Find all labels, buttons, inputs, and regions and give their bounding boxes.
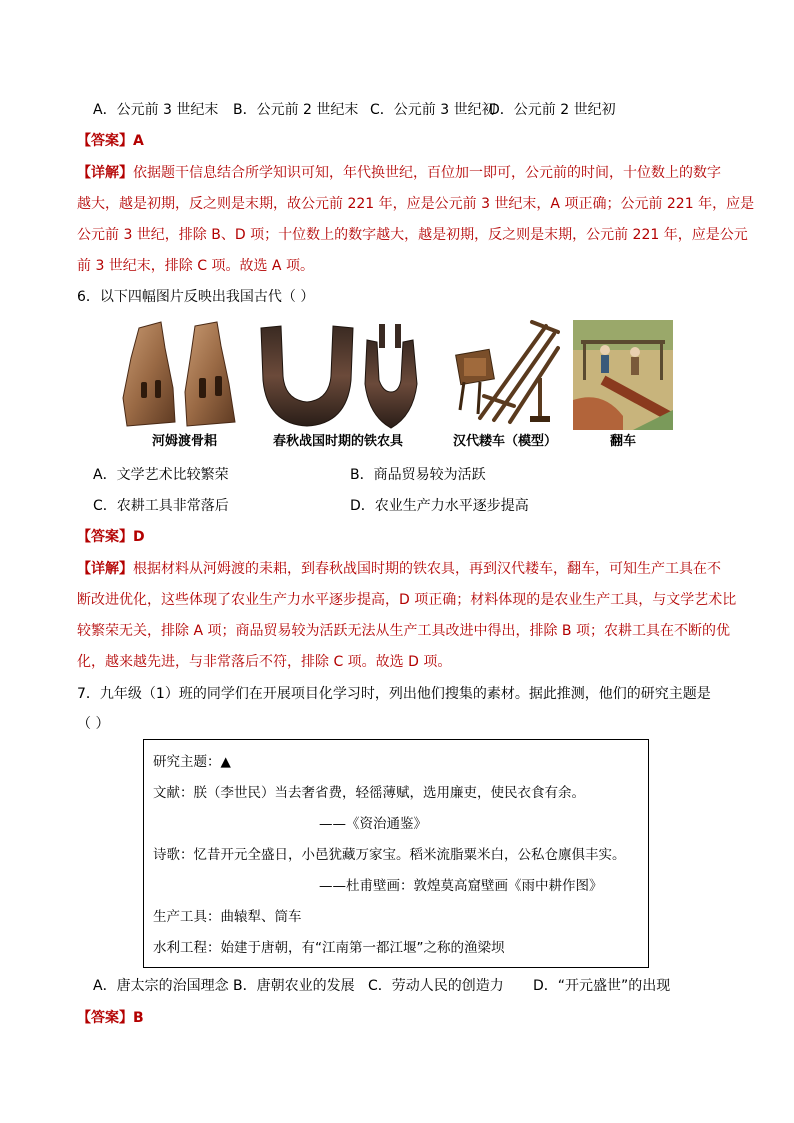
q6-detail-line-3: 较繁荣无关，排除 A 项；商品贸易较为活跃无法从生产工具改进中得出，排除 B 项；农耕工具在不断的优 (77, 623, 730, 639)
q5-detail-line-2: 越大，越是初期，反之则是末期，故公元前 221 年，应是公元前 3 世纪末，A 项正确；公元前 221 年，应是 (77, 196, 755, 212)
answer-value: B (133, 1010, 144, 1026)
caption-bone-spade: 河姆渡骨耜 (152, 434, 218, 449)
answer-value: D (133, 529, 145, 545)
q7-stem-line-2: （ ） (77, 716, 110, 732)
answer-tag: 【答案】 (77, 529, 133, 545)
q7-option-d: D．“开元盛世”的出现 (533, 978, 671, 994)
q6-option-c: C．农耕工具非常落后 (93, 498, 229, 514)
box-document-source: ——《资治通鉴》 (319, 816, 427, 832)
caption-seed-drill: 汉代耧车（模型） (453, 434, 558, 449)
q5-detail-line-3: 公元前 3 世纪，排除 B、D 项；十位数上的数字越大，越是初期，反之则是末期，公元前 221 年，应是公元 (77, 227, 748, 243)
water-wheel-painting-image (573, 320, 673, 430)
detail-tag: 【详解】 (77, 165, 133, 181)
detail-text: 依据题干信息结合所学知识可知，年代换世纪，百位加一即可，公元前的时间，十位数上的数字 (133, 165, 721, 181)
answer-value: A (133, 133, 144, 149)
q5-answer (77, 131, 144, 151)
answer-tag: 【答案】 (77, 1010, 133, 1026)
q5-option-d: D．公元前 2 世纪初 (489, 102, 616, 118)
answer-tag: 【答案】 (77, 133, 133, 149)
box-poem: 诗歌：忆昔开元全盛日，小邑犹藏万家宝。稻米流脂粟米白，公私仓廪俱丰实。 (153, 847, 626, 863)
seed-drill-model-image (450, 318, 560, 428)
box-topic: 研究主题：▲ (153, 754, 231, 770)
caption-iron-tools: 春秋战国时期的铁农具 (273, 434, 404, 449)
box-poem-source: ——杜甫壁画：敦煌莫高窟壁画《雨中耕作图》 (319, 878, 603, 894)
q5-option-c: C．公元前 3 世纪初 (370, 102, 496, 118)
q5-detail-line-1 (77, 163, 721, 183)
q5-option-a: A．公元前 3 世纪末 (93, 102, 219, 118)
q6-stem: 6．以下四幅图片反映出我国古代（ ） (77, 289, 315, 305)
box-document: 文献：朕（李世民）当去奢省费，轻徭薄赋，选用廉吏，使民衣食有余。 (153, 785, 585, 801)
box-tools: 生产工具：曲辕犁、筒车 (153, 909, 302, 925)
q6-option-d: D．农业生产力水平逐步提高 (350, 498, 529, 514)
q6-detail-line-2: 断改进优化，这些体现了农业生产力水平逐步提高，D 项正确；材料体现的是农业生产工具，与文学艺术比 (77, 592, 737, 608)
q6-option-b: B．商品贸易较为活跃 (350, 467, 486, 483)
q6-detail-line-4: 化，越来越先进，与非常落后不符，排除 C 项。故选 D 项。 (77, 654, 452, 670)
q5-detail-line-4: 前 3 世纪末，排除 C 项。故选 A 项。 (77, 258, 314, 274)
detail-tag: 【详解】 (77, 561, 133, 577)
q6-detail-line-1 (77, 559, 721, 579)
q7-stem-line-1: 7．九年级（1）班的同学们在开展项目化学习时，列出他们搜集的素材。据此推测，他们的研究主题是 (77, 686, 711, 702)
q6-option-a: A．文学艺术比较繁荣 (93, 467, 229, 483)
box-water-project: 水利工程：始建于唐朝，有“江南第一都江堰”之称的渔梁坝 (153, 940, 505, 956)
q7-option-b: B．唐朝农业的发展 (233, 978, 355, 994)
q7-option-a: A．唐太宗的治国理念 (93, 978, 229, 994)
q6-answer (77, 527, 145, 547)
q7-option-c: C．劳动人民的创造力 (368, 978, 504, 994)
q5-option-b: B．公元前 2 世纪末 (233, 102, 359, 118)
q7-answer (77, 1008, 144, 1028)
bone-spade-image (117, 318, 245, 430)
material-box (143, 739, 649, 968)
caption-water-wheel: 翻车 (610, 434, 637, 449)
detail-text: 根据材料从河姆渡的耒耜，到春秋战国时期的铁农具，再到汉代耧车，翻车，可知生产工具在不 (133, 561, 721, 577)
iron-tools-image (255, 320, 440, 430)
